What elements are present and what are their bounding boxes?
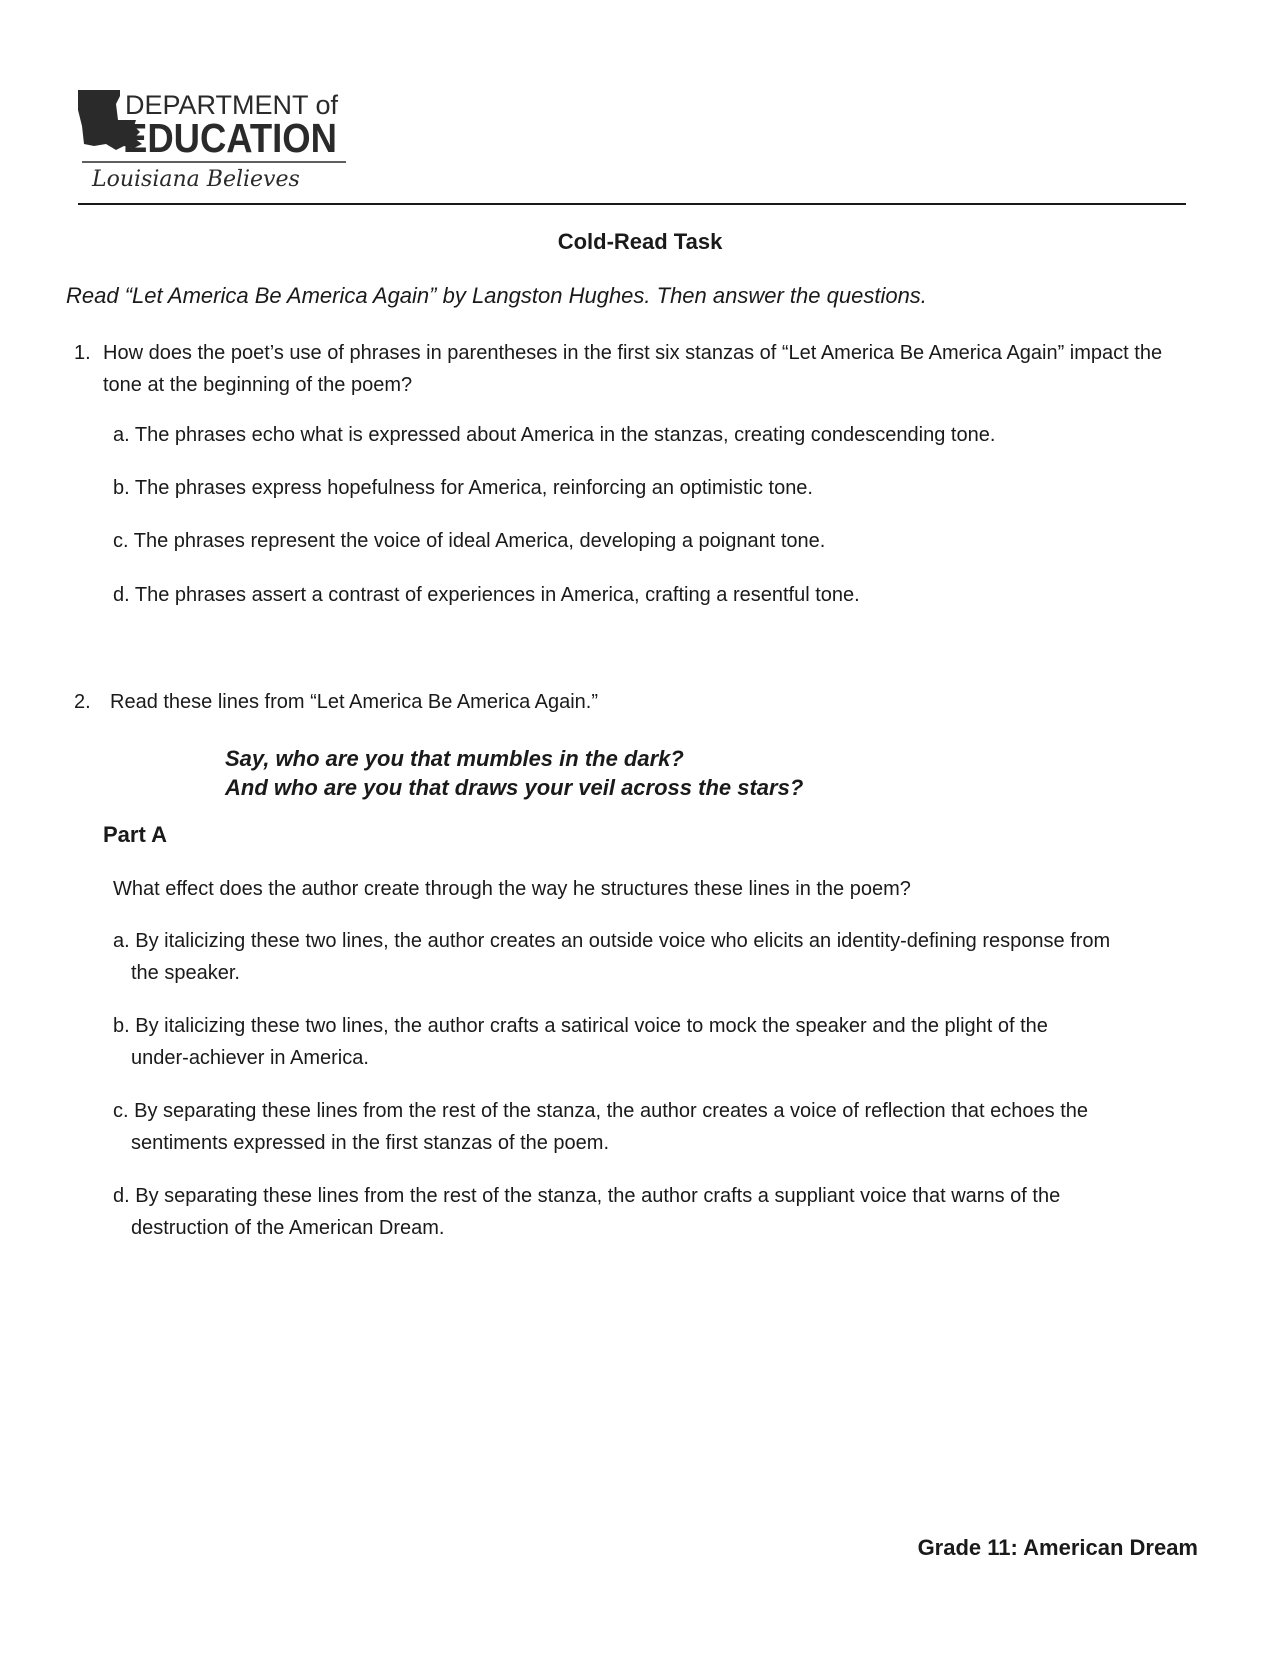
question-2-option-b-line2: under-achiever in America.	[131, 1047, 369, 1069]
logo-line2: EDUCATION	[123, 115, 337, 161]
louisiana-state-icon	[76, 86, 366, 196]
question-1-prompt: How does the poet’s use of phrases in parentheses in the first six stanzas of “Let America Be America Again” impact the tone at the beginning of the poem?	[103, 342, 1163, 396]
logo-line1: DEPARTMENT of	[125, 90, 339, 120]
footer-grade-label: Grade 11: American Dream	[917, 1535, 1198, 1560]
poem-line-1: Say, who are you that mumbles in the dark?	[225, 746, 684, 771]
question-2-option-b	[113, 1010, 1193, 1074]
logo-tagline: Louisiana Believes	[92, 167, 300, 192]
question-2-option-c	[113, 1095, 1193, 1159]
question-2-part-a-prompt: What effect does the author create through the way he structures these lines in the poem?	[113, 878, 911, 900]
question-2-option-d-line1: d. By separating these lines from the rest of the stanza, the author crafts a suppliant voice that warns of the	[113, 1185, 1061, 1207]
question-2-option-c-line2: sentiments expressed in the first stanzas of the poem.	[131, 1132, 610, 1154]
question-2-number: 2.	[74, 691, 91, 713]
question-2-option-d	[113, 1180, 1193, 1244]
question-2-option-b-line1: b. By italicizing these two lines, the author crafts a satirical voice to mock the speaker and the plight of the	[113, 1015, 1048, 1037]
department-of-education-logo	[76, 86, 366, 196]
question-2-option-a	[113, 925, 1193, 989]
question-2-option-a-line1: a. By italicizing these two lines, the author creates an outside voice who elicits an identity-defining response from	[113, 930, 1111, 952]
question-2-option-a-line2: the speaker.	[131, 962, 240, 984]
question-2-option-d-line2: destruction of the American Dream.	[131, 1217, 445, 1239]
header-divider	[78, 203, 1186, 205]
question-1-option-c: c. The phrases represent the voice of ideal America, developing a poignant tone.	[113, 530, 826, 552]
poem-excerpt	[225, 744, 803, 802]
question-2-option-c-line1: c. By separating these lines from the rest of the stanza, the author creates a voice of reflection that echoes the	[113, 1100, 1088, 1122]
question-2-prompt: Read these lines from “Let America Be America Again.”	[110, 691, 599, 713]
poem-line-2: And who are you that draws your veil across the stars?	[225, 775, 804, 800]
question-1-option-b: b. The phrases express hopefulness for America, reinforcing an optimistic tone.	[113, 477, 813, 499]
part-a-label: Part A	[103, 822, 167, 847]
question-1-number: 1.	[74, 342, 91, 364]
question-1-option-d: d. The phrases assert a contrast of experiences in America, crafting a resentful tone.	[113, 584, 860, 606]
instruction-text: Read “Let America Be America Again” by Langston Hughes. Then answer the questions.	[66, 283, 927, 308]
question-1-option-a: a. The phrases echo what is expressed about America in the stanzas, creating condescending tone.	[113, 424, 996, 446]
page-title: Cold-Read Task	[557, 229, 723, 254]
